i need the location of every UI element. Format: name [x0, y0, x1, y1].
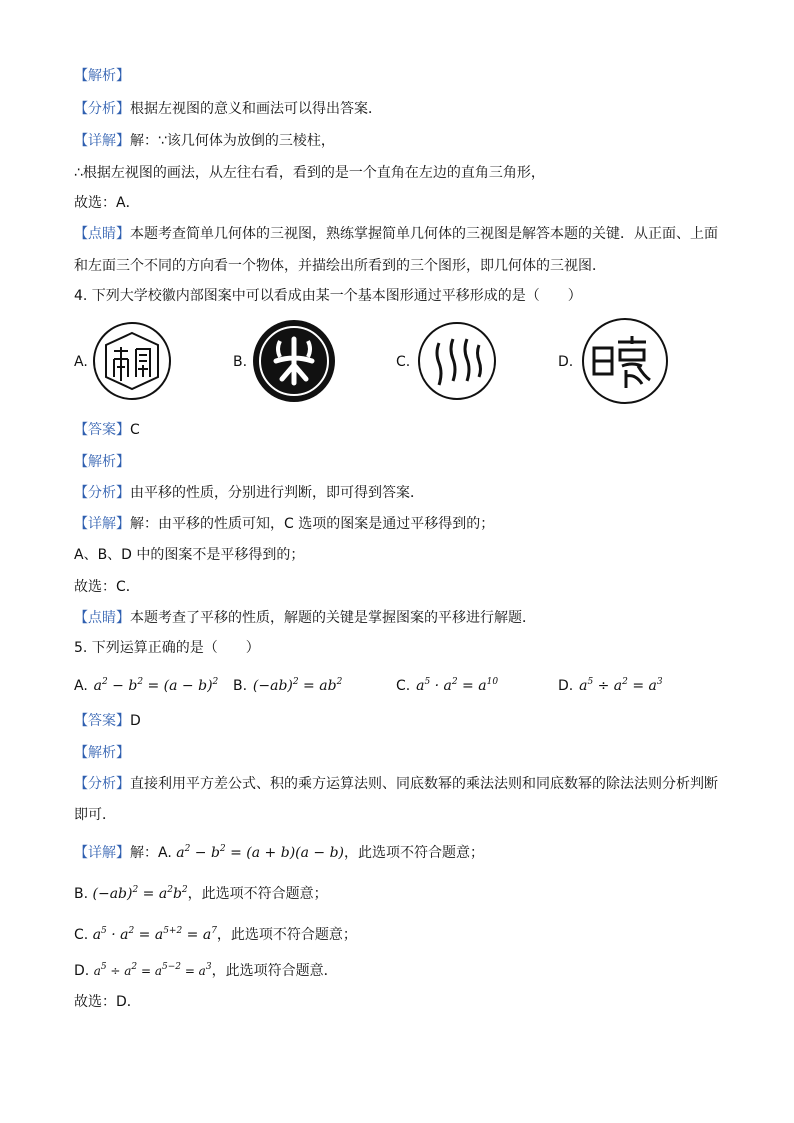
q4-jiexi-heading: 【解析】 [74, 454, 130, 470]
q3-detail-text: 解：∵该几何体为放倒的三棱柱， [130, 133, 335, 149]
q4-answer-tag: 【答案】 [74, 422, 130, 438]
q5-option-b-formula: $(-ab)^2 = ab^2$ [251, 677, 343, 694]
q3-analysis-tag: 【分析】 [74, 101, 130, 117]
q5-analysis-tag: 【分析】 [74, 776, 130, 792]
q5-answer-value: D [130, 713, 141, 729]
peking-emblem [252, 319, 336, 407]
q5-detail-a-formula: $a^2 - b^2 = (a + b)(a - b)$ [176, 844, 345, 861]
q5-option-d-formula: $a^5 \div a^2 = a^3$ [577, 677, 663, 694]
q4-comment [74, 608, 536, 628]
q5-detail-a-tail: ，此选项不符合题意； [344, 845, 485, 861]
q5-detail-b-label: B. [74, 886, 89, 902]
q5-option-a [74, 676, 218, 696]
q5-detail-c-formula: $a^5 \cdot a^2 = a^{5+2} = a^7$ [92, 926, 217, 943]
q3-comment-text1: 本题考查简单几何体的三视图，熟练掌握简单几何体的三视图是解答本题的关键．从正面、上面 [130, 226, 718, 242]
q3-detail-tag: 【详解】 [74, 133, 130, 149]
q3-comment-tag: 【点睛】 [74, 226, 130, 242]
q4-option-d-label: D. [558, 354, 574, 370]
q5-detail-d-tail: ，此选项符合题意． [211, 963, 338, 979]
q4-analysis [74, 483, 424, 503]
q5-detail-d [74, 961, 338, 981]
q5-option-b [233, 676, 342, 696]
q4-detail-line2: A、B、D 中的图案不是平移得到的； [74, 547, 305, 563]
q4-detail-tag: 【详解】 [74, 516, 130, 532]
q4-stem: 4. 下列大学校徽内部图案中可以看成由某一个基本图形通过平移形成的是（ ） [74, 288, 582, 304]
q5-detail-c-label: C. [74, 927, 89, 943]
q5-detail-b-formula: $(-ab)^2 = a^2b^2$ [92, 885, 188, 902]
q5-detail-d-formula: $a^5 \div a^2 = a^{5-2} = a^3$ [93, 962, 212, 978]
q4-choice: 故选：C． [74, 579, 140, 595]
q4-answer-value: C [130, 422, 140, 438]
q5-detail-b [74, 884, 328, 904]
q4-analysis-tag: 【分析】 [74, 485, 130, 501]
q5-detail-c-tail: ，此选项不符合题意； [216, 927, 357, 943]
q5-detail-tag: 【详解】 [74, 845, 130, 861]
q5-stem: 5. 下列运算正确的是（ ） [74, 640, 260, 656]
nankai-emblem [92, 321, 172, 405]
q3-comment [74, 224, 718, 244]
q3-comment-line2: 和左面三个不同的方向看一个物体，并描绘出所看到的三个图形，即几何体的三视图． [74, 258, 606, 274]
q5-option-d [558, 676, 663, 696]
q4-option-b-label: B. [233, 354, 248, 370]
q5-option-b-label: B. [233, 678, 248, 694]
q5-choice: 故选：D． [74, 994, 141, 1010]
q5-analysis-line2: 即可． [74, 807, 116, 823]
renmin-emblem [417, 321, 497, 405]
q5-analysis [74, 774, 718, 794]
q3-detail-line2: ∴根据左视图的画法，从左往右看，看到的是一个直角在左边的直角三角形， [74, 165, 545, 181]
q5-option-d-label: D. [558, 678, 574, 694]
q3-analysis-text: 根据左视图的意义和画法可以得出答案． [130, 101, 382, 117]
q4-analysis-text: 由平移的性质，分别进行判断，即可得到答案． [130, 485, 424, 501]
q4-detail-text: 解：由平移的性质可知，C 选项的图案是通过平移得到的； [130, 516, 495, 532]
q5-answer [74, 711, 141, 731]
q5-detail-a [74, 843, 484, 863]
q4-option-c-label: C. [396, 354, 411, 370]
q3-analysis [74, 99, 382, 119]
q5-option-c [396, 676, 498, 696]
q5-detail-d-label: D. [74, 963, 90, 979]
q4-comment-tag: 【点睛】 [74, 610, 130, 626]
q4-answer [74, 420, 140, 440]
q5-option-c-label: C. [396, 678, 411, 694]
q3-jiexi-heading: 【解析】 [74, 68, 130, 84]
q5-option-a-formula: $a^2 - b^2 = (a - b)^2$ [92, 677, 219, 694]
q5-option-a-label: A. [74, 678, 88, 694]
q5-analysis-text1: 直接利用平方差公式、积的乘方运算法则、同底数幂的乘法法则和同底数幂的除法法则分析判断 [130, 776, 718, 792]
xiamen-emblem [582, 318, 668, 408]
q5-jiexi-heading: 【解析】 [74, 745, 130, 761]
q5-detail-b-tail: ，此选项不符合题意； [187, 886, 328, 902]
q5-detail-c [74, 925, 357, 945]
q5-answer-tag: 【答案】 [74, 713, 130, 729]
q3-detail [74, 131, 335, 151]
q5-option-c-formula: $a^5 \cdot a^2 = a^{10}$ [414, 677, 499, 694]
q4-detail [74, 514, 494, 534]
q4-comment-text: 本题考查了平移的性质，解题的关键是掌握图案的平移进行解题． [130, 610, 536, 626]
q5-detail-prefix: 解：A. [130, 845, 172, 861]
q4-option-a-label: A. [74, 354, 88, 370]
q3-choice: 故选：A． [74, 195, 140, 211]
